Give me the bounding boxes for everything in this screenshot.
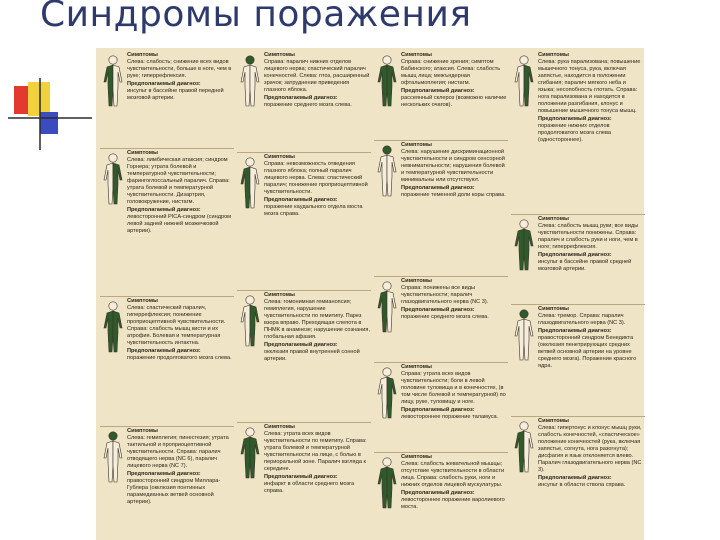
diagnosis-text: инсульт в области ствола справа.: [538, 482, 626, 488]
diagnosis-text: рассеянный склероз (возможно наличие нескольких очагов).: [401, 95, 507, 108]
symptoms-text: Слева: тремор. Справа: паралич глазодвигательного нерва (NC 3).: [538, 313, 626, 326]
symptoms-header: Симптомы: [538, 306, 570, 312]
symptoms-header: Симптомы: [538, 216, 570, 222]
diagnosis-header: Предполагаемый диагноз:: [401, 307, 475, 313]
divider: [100, 148, 234, 149]
symptoms-text: Слева: слабость жевательной мышцы; отсутствие чувствительности в области лица. Справа: слабость руки, ноги и нижних отделов лицевой мускулатуры.: [401, 461, 506, 488]
decorative-squares: [0, 0, 110, 160]
symptoms-text: Справа: снижение зрения; симптом Бабинского; атаксия. Слева: слабость мышц лица; межъядерная офтальмоплегия; нистагм.: [401, 59, 502, 86]
diagnosis-text: левосторонний PICA-синдром (синдром левой задней нижней мозжечковой артерии).: [127, 214, 232, 234]
symptoms-text: Справа: невозможность отведения глазного яблока; полный паралич лицевого нерва. Слева: спастический паралич; понижение проприоцептивной чувствительности.: [264, 161, 370, 195]
body-figure-icon: [100, 152, 126, 208]
syndrome-entry: [374, 142, 508, 276]
body-figure-icon: [100, 430, 126, 486]
divider: [100, 296, 234, 297]
column-2: [237, 52, 371, 538]
symptoms-header: Симптомы: [401, 142, 433, 148]
divider: [100, 426, 234, 427]
diagnosis-text: инсульт в бассейне правой средней мозговой артерии.: [538, 259, 632, 272]
body-figure-icon: [374, 144, 400, 200]
divider: [374, 276, 508, 277]
diagnosis-text: инфаркт в области среднего мозга справа.: [264, 481, 355, 494]
syndrome-entry: [511, 306, 645, 416]
symptoms-text: Слева: слабость мышц руки; все виды чувствительности понижены. Справа: паралич и слабость руки и ноги, чем в ноге; гиперрефлексия.: [538, 223, 640, 250]
diagnosis-header: Предполагаемый диагноз:: [127, 348, 201, 354]
diagnosis-text: поражение теменной доли коры справа.: [401, 192, 506, 198]
diagnosis-text: правосторонний синдром Бенедикта (окклюзия пенетрирующих средних ветвей основной артерии на уровне среднего мозга). Поражение красного ядра.: [538, 335, 637, 369]
divider: [237, 422, 371, 423]
body-figure-icon: [511, 308, 537, 364]
divider: [374, 362, 508, 363]
body-figure-icon: [237, 54, 263, 110]
symptoms-text: Слева: гомонимная гемианопсия; гемиплегия, нарушение чувствительности по гемитипу. Парез взора вправо. Преходящая слепота в ПНМК в анамнезе; нарушение сознания, глобальная афазия.: [264, 299, 372, 340]
column-3: [374, 52, 508, 538]
diagnosis-header: Предполагаемый диагноз:: [538, 116, 612, 122]
diagnosis-header: Предполагаемый диагноз:: [264, 342, 338, 348]
syndrome-entry: [237, 424, 371, 536]
column-4: [511, 52, 645, 538]
body-figure-icon: [100, 300, 126, 356]
symptoms-header: Симптомы: [127, 150, 159, 156]
diagnosis-header: Предполагаемый диагноз:: [127, 81, 201, 87]
page-title: Синдромы поражения: [40, 0, 472, 35]
symptoms-header: Симптомы: [401, 454, 433, 460]
body-figure-icon: [511, 218, 537, 274]
symptoms-text: Слева: слабость; снижение всех видов чувствительности, больше в ноге, чем в руке; гиперрефлексия.: [127, 59, 233, 79]
syndrome-entry: [237, 292, 371, 422]
diagnosis-header: Предполагаемый диагноз:: [401, 407, 475, 413]
syndrome-entry: [511, 52, 645, 214]
diagnosis-text: поражение среднего мозга слева.: [401, 314, 489, 320]
syndrome-entry: [237, 154, 371, 290]
diagnosis-text: окклюзия правой внутренней сонной артерии.: [264, 349, 360, 362]
symptoms-header: Симптомы: [127, 298, 159, 304]
divider: [237, 290, 371, 291]
syndrome-entry: [511, 418, 645, 536]
syndrome-entry: [100, 428, 234, 536]
symptoms-text: Справа: утрата всех видов чувствительности; боли в левой половине туловища и в конечностях, (в том числе болевой и температурной) по лицу, руке, туловищу и ноге.: [401, 371, 508, 405]
body-figure-icon: [511, 54, 537, 110]
body-figure-icon: [374, 54, 400, 110]
diagnosis-header: Предполагаемый диагноз:: [401, 490, 475, 496]
symptoms-text: Слева: спастический паралич, гиперрефлексия; понижение проприоцептивной чувствительности. Справа: слабость мышц кисти и их атрофия. Болевая и температурная чувствительность интактна.: [127, 305, 227, 346]
syndrome-entry: [237, 52, 371, 152]
symptoms-text: Слева: рука парализована; повышение мышечного тонуса, рука, включая запястье, находится в положении сгибания; паралич мягкого неба и языка; несопобность глотать. Справа: нога парализована и находится в положении разгибания, клонус и повышение мышечного тонуса мышц.: [538, 59, 642, 114]
syndrome-entry: [374, 454, 508, 536]
diagnosis-text: инсульт в бассейне правой передней мозговой артерии.: [127, 88, 224, 101]
diagnosis-text: поражение продолговатого мозга слева.: [127, 355, 232, 361]
body-figure-icon: [100, 54, 126, 110]
syndromes-table: [96, 48, 644, 540]
symptoms-text: Слева: гемиплегия; пинестезия; утрата тактильной и проприоцептивной чувствительности. Справа: паралич отводящего нерва (NC 6), паралич лицевого нерва (NC 7).: [127, 435, 231, 469]
symptoms-header: Симптомы: [264, 292, 296, 298]
divider: [511, 416, 645, 417]
syndrome-entry: [374, 52, 508, 140]
diagnosis-header: Предполагаемый диагноз:: [538, 252, 612, 258]
symptoms-header: Симптомы: [538, 52, 570, 58]
diagnosis-text: поражение нижних отделов продолговатого мозга слева (одностороннее).: [538, 123, 611, 143]
divider: [237, 152, 371, 153]
symptoms-header: Симптомы: [264, 424, 296, 430]
body-figure-icon: [374, 456, 400, 512]
body-figure-icon: [511, 420, 537, 476]
symptoms-header: Симптомы: [401, 278, 433, 284]
diagnosis-text: поражение среднего мозга слева.: [264, 102, 352, 108]
diagnosis-header: Предполагаемый диагноз:: [401, 185, 475, 191]
diagnosis-header: Предполагаемый диагноз:: [127, 471, 201, 477]
divider: [374, 452, 508, 453]
syndrome-entry: [100, 150, 234, 296]
diagnosis-header: Предполагаемый диагноз:: [538, 475, 612, 481]
body-figure-icon: [237, 294, 263, 350]
symptoms-header: Симптомы: [127, 428, 159, 434]
divider: [511, 304, 645, 305]
diagnosis-header: Предполагаемый диагноз:: [538, 328, 612, 334]
diagnosis-header: Предполагаемый диагноз:: [127, 207, 201, 213]
diagnosis-text: правосторонний синдром Миллара-Гублера (окклюзия понтинных парамедианных ветвей основной артерии).: [127, 478, 221, 505]
diagnosis-header: Предполагаемый диагноз:: [264, 474, 338, 480]
diagnosis-header: Предполагаемый диагноз:: [264, 95, 338, 101]
syndrome-entry: [374, 364, 508, 452]
column-1: [100, 52, 234, 538]
diagnosis-header: Предполагаемый диагноз:: [264, 197, 338, 203]
symptoms-header: Симптомы: [538, 418, 570, 424]
symptoms-header: Симптомы: [264, 154, 296, 160]
symptoms-header: Симптомы: [401, 364, 433, 370]
body-figure-icon: [237, 426, 263, 482]
symptoms-text: Справа: паралич нижних отделов лицевого нерва; спастический паралич конечностей. Слева: птоз, расширенный зрачок; затруднение приведения глазного яблока.: [264, 59, 371, 93]
body-figure-icon: [374, 280, 400, 336]
body-figure-icon: [374, 366, 400, 422]
syndrome-entry: [374, 278, 508, 362]
symptoms-header: Симптомы: [264, 52, 296, 58]
divider: [374, 140, 508, 141]
divider: [511, 214, 645, 215]
diagnosis-header: Предполагаемый диагноз:: [401, 88, 475, 94]
diagnosis-text: левостороннее поражение таламуса.: [401, 414, 499, 420]
symptoms-text: Справа: понижены все виды чувствительности; паралич глазодвигательного нерва (NC 3).: [401, 285, 489, 305]
body-figure-icon: [237, 156, 263, 212]
symptoms-header: Симптомы: [401, 52, 433, 58]
syndrome-entry: [100, 52, 234, 148]
syndrome-entry: [511, 216, 645, 304]
symptoms-text: Слева: лимбическая атаксия; синдром Горнера; утрата болевой и температурной чувствительности; фарингоглоссальный паралич. Справа: утрата болевой и температурной чувствительности. Дизартрия, головокружение, нистагм.: [127, 157, 232, 205]
symptoms-text: Слева: гипертонус и клонус мышц руки, слабость конечностей, «спастическое» положение конечностей (рука, включая запястье, согнута, нога разогнута); дисфагия и язык отклоняется влево. Паралич глазодвигательного нерва (NC 3).: [538, 425, 644, 473]
symptoms-text: Слева: нарушение дискриминационной чувствительности и синдром сенсорной невнимательности; нарушения болевой и температурной чувствительности минимальны или отсутствуют.: [401, 149, 507, 183]
syndrome-entry: [100, 298, 234, 426]
symptoms-text: Слева: утрата всех видов чувствительности по гемитипу. Справа: утрата болевой и температурной чувствительности на лице, с болью в периоральной зоне. Паралич взгляда к середине.: [264, 431, 369, 472]
symptoms-header: Симптомы: [127, 52, 159, 58]
diagnosis-text: левостороннее поражение варолиевого моста.: [401, 497, 505, 510]
diagnosis-text: поражение каудального отдела моста мозга справа.: [264, 204, 363, 217]
